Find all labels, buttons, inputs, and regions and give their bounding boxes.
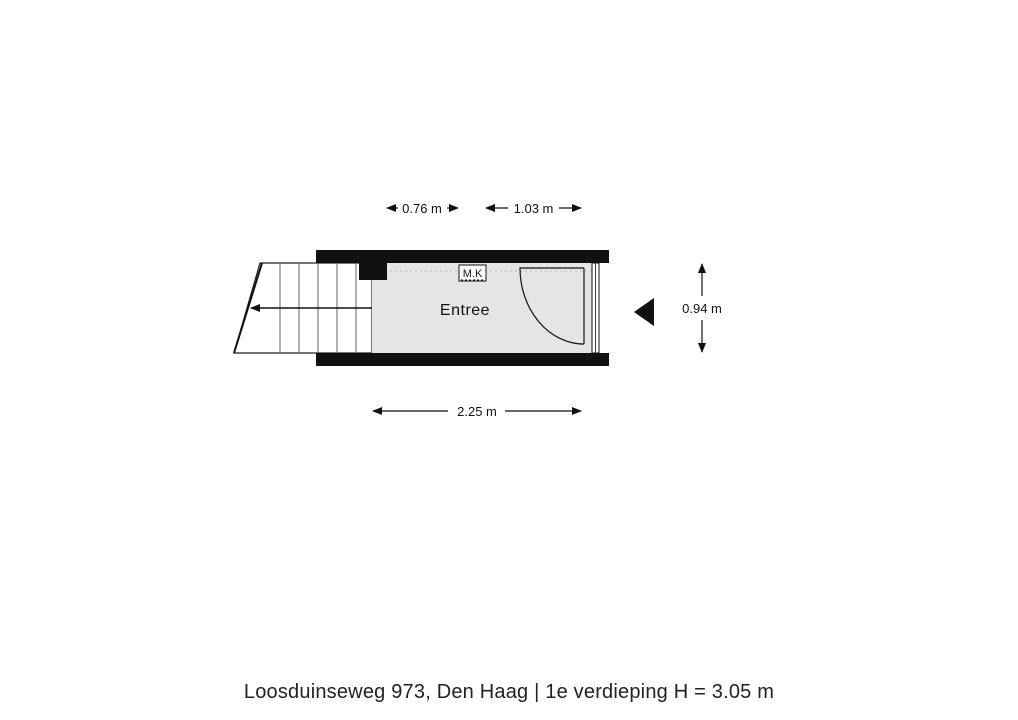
svg-text:0.76 m: 0.76 m (402, 201, 442, 216)
meter-box (459, 265, 486, 281)
staircase (234, 263, 372, 353)
entrance-arrow-icon (634, 298, 654, 326)
room-label: Entree (439, 302, 491, 319)
svg-text:1.03 m: 1.03 m (513, 201, 554, 216)
svg-text:0.94 m: 0.94 m (682, 301, 722, 316)
wall-top (316, 250, 609, 263)
dimension-top-right (486, 201, 581, 216)
dimension-top-left (387, 201, 458, 216)
wall-bottom (316, 353, 609, 366)
dimension-bottom (373, 404, 581, 419)
floor-plan-caption: Loosduinseweg 973, Den Haag | 1e verdieping H = 3.05 m (243, 681, 775, 703)
dimension-right (682, 264, 722, 352)
meter-box-label: M.K (462, 268, 483, 280)
wall-pillar (359, 263, 387, 280)
svg-text:2.25 m: 2.25 m (457, 404, 497, 419)
